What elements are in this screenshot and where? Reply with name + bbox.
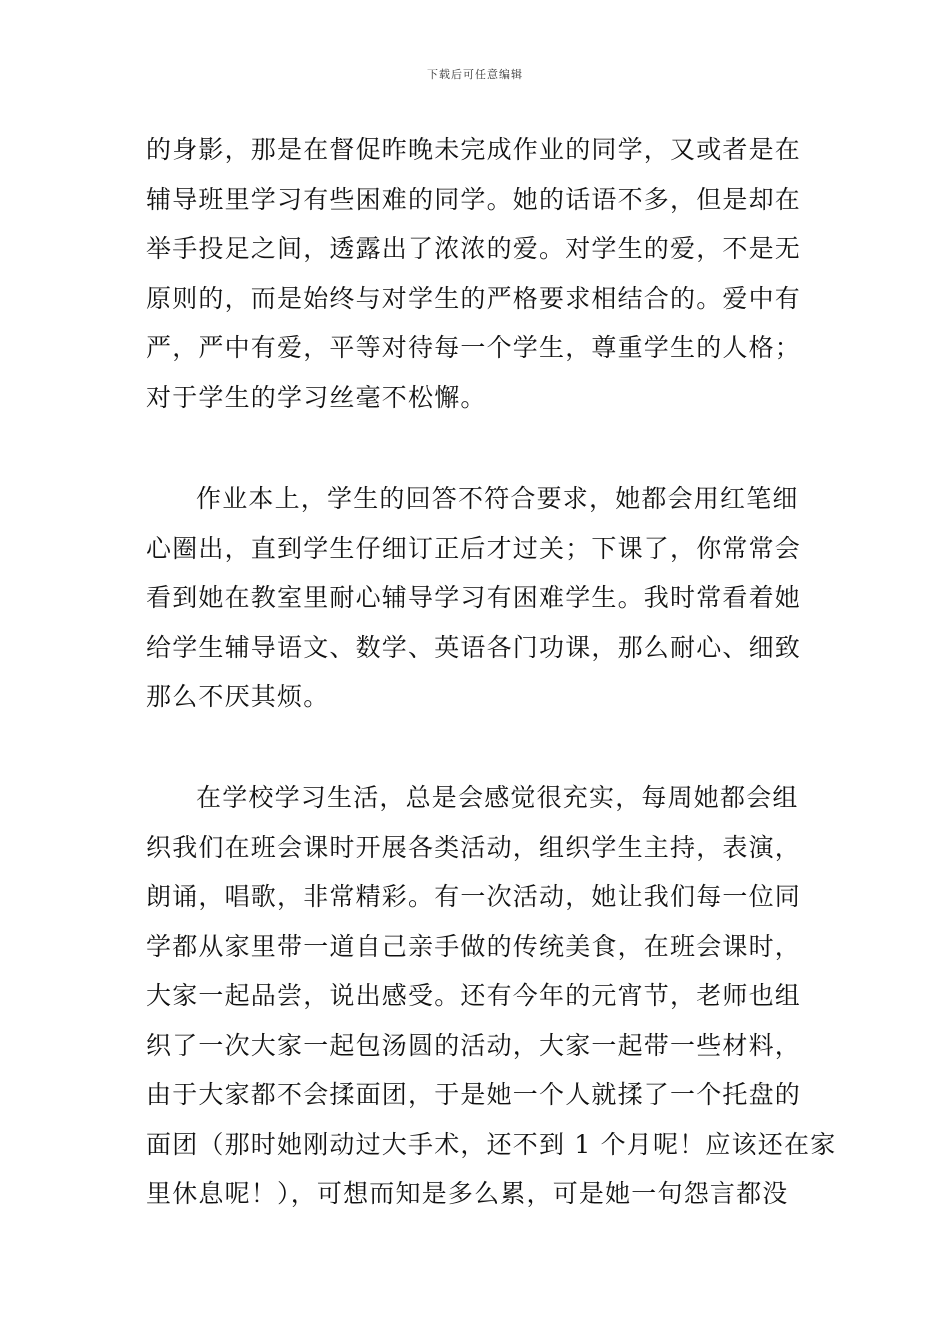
- text-line: 作业本上，学生的回答不符合要求，她都会用红笔细: [196, 484, 799, 513]
- text-line: 给学生辅导语文、数学、英语各门功课，那么耐心、细致: [146, 632, 802, 662]
- text-line: 织了一次大家一起包汤圆的活动，大家一起带一些材料，: [146, 1030, 802, 1060]
- page-header: 下载后可任意编辑: [427, 68, 523, 81]
- text-line: 严，严中有爱，平等对待每一个学生，尊重学生的人格；: [146, 333, 802, 362]
- text-line: 辅导班里学习有些困难的同学。她的话语不多，但是却在: [146, 184, 802, 214]
- text-line: 学都从家里带一道自己亲手做的传统美食，在班会课时，: [146, 931, 802, 961]
- text-line: 面团（那时她刚动过大手术，还不到 1 个月呢！应该还在家: [146, 1129, 837, 1159]
- text-line: 大家一起品尝，说出感受。还有今年的元宵节，老师也组: [146, 981, 802, 1010]
- text-line: 在学校学习生活，总是会感觉很充实，每周她都会组: [196, 783, 799, 812]
- text-line: 看到她在教室里耐心辅导学习有困难学生。我时常看着她: [146, 583, 802, 612]
- paragraph-3: [146, 773, 837, 1219]
- text-line: 朗诵，唱歌，非常精彩。有一次活动，她让我们每一位同: [146, 882, 802, 911]
- text-line: 的身影，那是在督促昨晚未完成作业的同学，又或者是在: [146, 135, 802, 164]
- paragraph-2: [146, 474, 811, 722]
- text-line: 原则的，而是始终与对学生的严格要求相结合的。爱中有: [146, 283, 802, 313]
- text-line: 由于大家都不会揉面团，于是她一个人就揉了一个托盘的: [146, 1080, 802, 1109]
- text-line: 织我们在班会课时开展各类活动，组织学生主持，表演，: [146, 832, 802, 862]
- text-line: 对于学生的学习丝毫不松懈。: [146, 382, 487, 412]
- text-line: 举手投足之间，透露出了浓浓的爱。对学生的爱，不是无: [146, 234, 802, 263]
- text-line: 里休息呢！），可想而知是多么累，可是她一句怨言都没: [146, 1179, 789, 1208]
- text-line: 心圈出，直到学生仔细订正后才过关；下课了，你常常会: [146, 533, 802, 563]
- text-line: 那么不厌其烦。: [146, 682, 330, 711]
- paragraph-1: [146, 125, 811, 422]
